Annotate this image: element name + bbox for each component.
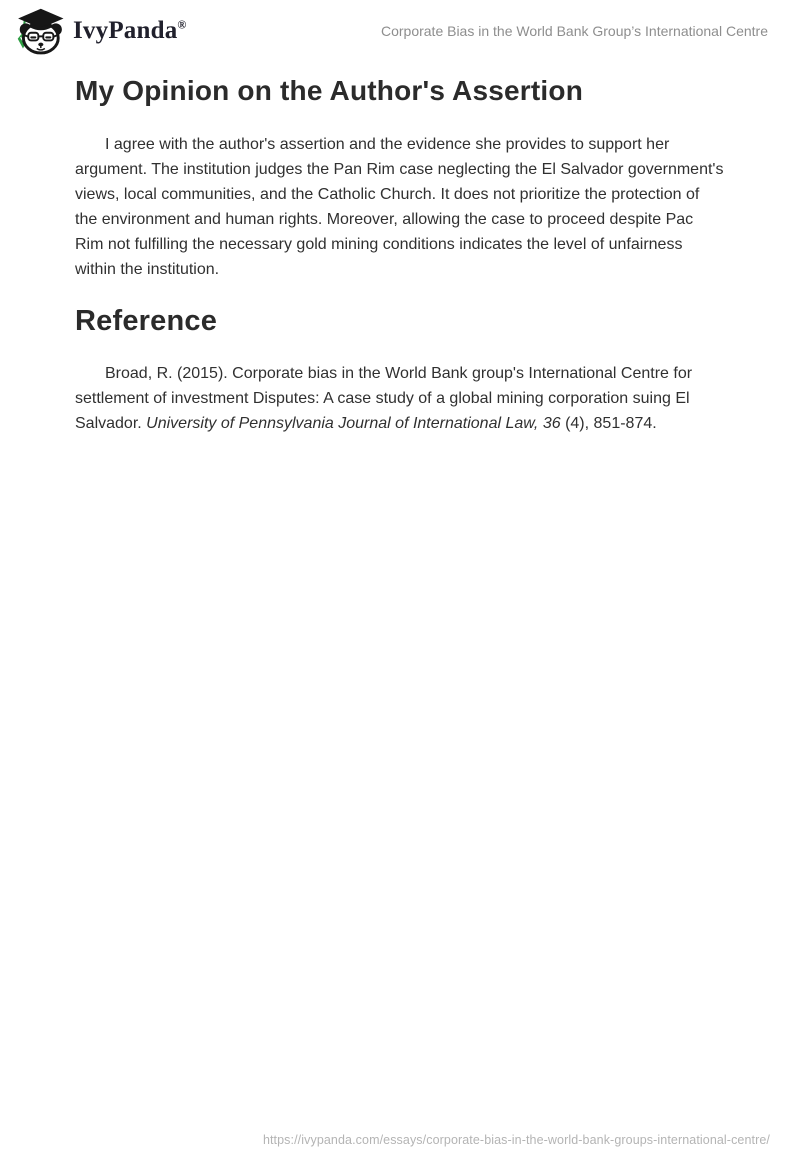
- logo-wordmark: [73, 17, 187, 45]
- source-url[interactable]: https://ivypanda.com/essays/corporate-bias-in-the-world-bank-groups-international-centre/: [262, 1133, 770, 1147]
- document-title: Corporate Bias in the World Bank Group’s International Centre: [380, 23, 768, 39]
- reference-section-heading: Reference: [75, 304, 218, 337]
- document-content: [0, 74, 800, 436]
- reference-citation: [75, 361, 725, 436]
- opinion-paragraph: I agree with the author's assertion and the evidence she provides to support her argument. The institution judges the Pan Rim case neglecting the El Salvador government's views, local communities, and the Catholic Church. It does not prioritize the protection of the environment and human rights. Moreover, allowing the case to proceed despite Pac Rim not fulfilling the necessary gold mining conditions indicates the level of unfairness within the institution.: [75, 135, 724, 278]
- journal-title-italic: University of Pennsylvania Journal of International Law, 36: [146, 415, 561, 433]
- logo-wordmark-text: IvyPanda: [73, 17, 178, 44]
- opinion-section-heading: My Opinion on the Author's Assertion: [75, 75, 584, 106]
- ivypanda-logo[interactable]: [14, 8, 187, 55]
- citation-text-before-journal: Broad, R. (2015). Corporate bias in the World Bank group's International Centre for settlement of investment Disputes: A case study of a global mining corporation suing El Salvador.: [75, 365, 693, 433]
- registered-trademark-symbol: ®: [177, 17, 187, 32]
- panda-graduate-icon: [14, 8, 66, 55]
- citation-text-after-journal: (4), 851-874.: [560, 415, 657, 433]
- page-header: [0, 0, 800, 56]
